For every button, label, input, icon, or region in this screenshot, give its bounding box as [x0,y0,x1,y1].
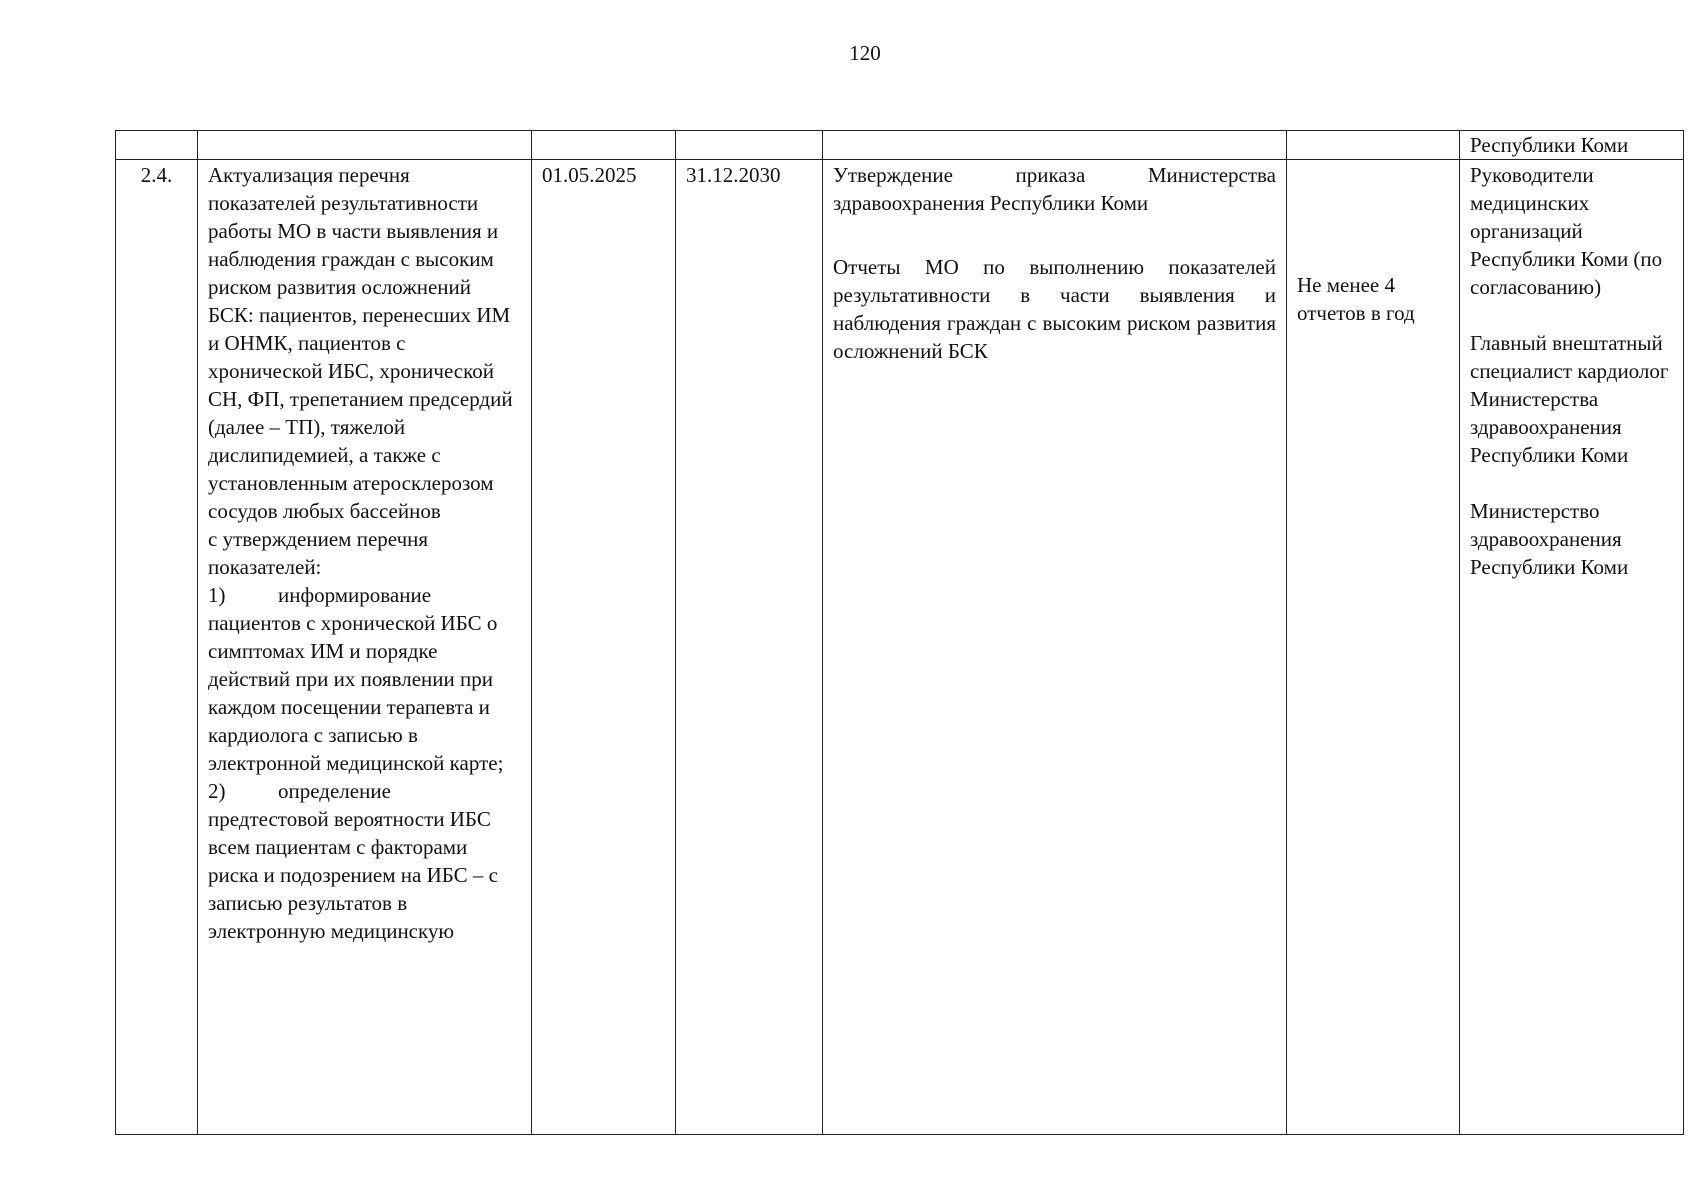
responsible-executors [1460,160,1684,1135]
measure-description [198,160,532,1135]
cell-number-empty [116,131,198,160]
page-number: 120 [849,41,881,65]
end-date: 31.12.2030 [676,160,823,1135]
row-number: 2.4. [116,160,198,1135]
table-row [116,160,1684,1135]
responsible-text: Руководители медицинских организаций Республики Коми (по согласованию) [1470,163,1663,299]
paragraph-gap [1470,469,1673,497]
list-item-number: 2) [208,779,226,803]
indicator-spacer [1297,161,1449,271]
result-text: Отчеты МО по выполнению показателей результативности в части выявления и наблюдения граждан с высоким риском развития осложнений БСК [833,255,1276,363]
start-date: 01.05.2025 [532,160,676,1135]
description-intro: Актуализация перечня показателей результативности работы МО в части выявления и наблюдения граждан с высоким риском развития осложнений БСК: пациентов, перенесших ИМ и ОНМК, пациентов с хронической ИБС, хронической СН, ФП, трепетанием предсердий (далее – ТП), тяжелой дислипидемией, а также с установленным атеросклерозом сосудов любых бассейнов [208,163,513,523]
cell-result-empty [823,131,1287,160]
list-item [208,581,521,609]
indicator-text: Не менее 4 отчетов в год [1297,273,1415,325]
list-item-text: предтестовой вероятности ИБС всем пациентам с факторами риска и подозрением на ИБС – с записью результатов в электронную медицинскую [208,807,498,943]
indicator [1287,160,1460,1135]
list-item [208,777,521,805]
paragraph-gap [1470,301,1673,329]
cell-indicator-empty [1287,131,1460,160]
expected-result [823,160,1287,1135]
responsible-text: Главный внештатный специалист кардиолог Министерства здравоохранения Республики Коми [1470,331,1669,467]
list-item-text: пациентов с хронической ИБС о симптомах ИМ и порядке действий при их появлении при каждом посещении терапевта и кардиолога с записью в электронной медицинской карте; [208,611,504,775]
cell-start-empty [532,131,676,160]
responsible-text: Министерство здравоохранения Республики Коми [1470,499,1629,579]
list-item-first-word: информирование [278,583,432,607]
measures-table [115,130,1684,1135]
cell-description-empty [198,131,532,160]
cell-end-empty [676,131,823,160]
list-item-first-word: определение [278,779,391,803]
list-item-number: 1) [208,583,226,607]
result-text: Утверждение приказа Министерства здравоохранения Республики Коми [833,163,1276,215]
paragraph-gap [833,217,1276,253]
table-row-continuation [116,131,1684,160]
cell-responsible-continued: Республики Коми [1460,131,1684,160]
description-lead: с утверждением перечня показателей: [208,527,429,579]
